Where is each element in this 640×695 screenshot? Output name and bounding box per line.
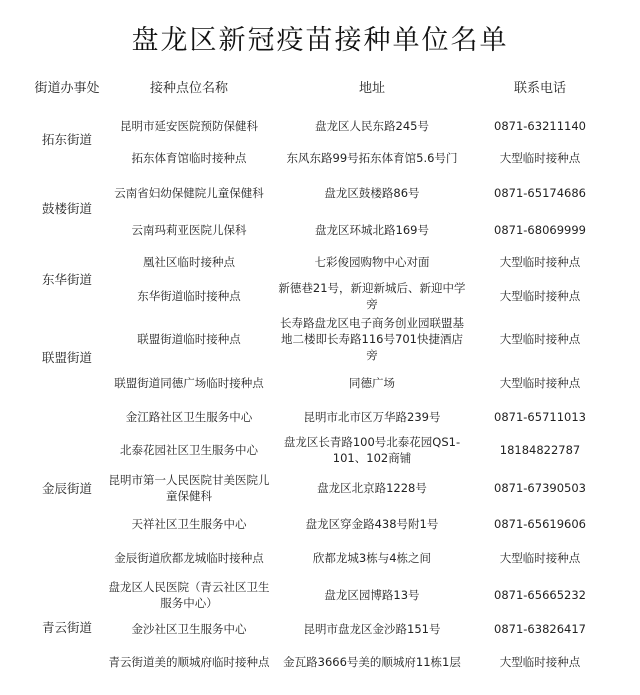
cell-address: 盘龙区人民东路245号 (315, 119, 429, 133)
cell-phone: 0871-65174686 (494, 186, 586, 200)
table-row (30, 432, 610, 468)
header-street: 街道办事处 (34, 81, 100, 96)
cell-phone: 18184822787 (499, 443, 581, 457)
table-row (30, 508, 610, 540)
cell-site: 昆明市延安医院预防保健科 (120, 119, 258, 133)
cell-site: 昆明市第一人民医院甘美医院儿童保健科 (108, 473, 270, 503)
table-row (30, 540, 610, 576)
cell-street: 拓东街道 (41, 132, 92, 147)
table-row (30, 314, 610, 364)
cell-site: 青云街道美的顺城府临时接种点 (108, 655, 270, 669)
cell-site: 盘龙区人民医院（青云社区卫生服务中心） (108, 580, 270, 610)
cell-phone: 大型临时接种点 (499, 255, 581, 269)
cell-address: 七彩俊园购物中心对面 (314, 255, 430, 269)
table-row (30, 468, 610, 508)
cell-address: 欣都龙城3栋与4栋之间 (312, 551, 432, 565)
cell-address: 盘龙区园博路13号 (324, 588, 420, 602)
cell-street: 联盟街道 (41, 350, 92, 365)
table-row (30, 576, 610, 614)
cell-phone: 0871-65665232 (494, 588, 586, 602)
document-title: 盘龙区新冠疫苗接种单位名单 (131, 25, 509, 56)
header-address: 地址 (358, 81, 385, 96)
cell-phone: 0871-63211140 (494, 119, 586, 133)
table-row (30, 108, 610, 144)
cell-site: 天祥社区卫生服务中心 (131, 517, 247, 531)
cell-phone: 大型临时接种点 (499, 332, 581, 346)
table-row (30, 402, 610, 432)
cell-address: 同德广场 (349, 376, 395, 390)
header-phone: 联系电话 (513, 81, 566, 96)
cell-site: 云南省妇幼保健院儿童保健科 (114, 186, 264, 200)
cell-phone: 0871-65619606 (494, 517, 586, 531)
cell-address: 盘龙区穿金路438号附1号 (305, 517, 439, 531)
table-row (30, 278, 610, 314)
cell-phone: 大型临时接种点 (499, 376, 581, 390)
cell-street: 金辰街道 (41, 481, 92, 496)
cell-site: 金沙社区卫生服务中心 (131, 622, 247, 636)
cell-address: 新德巷21号，新迎新城后、新迎中学旁 (278, 281, 466, 311)
cell-site: 凰社区临时接种点 (143, 255, 235, 269)
cell-address: 东风东路99号拓东体育馆5.6号门 (286, 151, 458, 165)
cell-street: 鼓楼街道 (41, 201, 92, 216)
table-row (30, 172, 610, 214)
cell-address: 昆明市北市区万华路239号 (303, 410, 441, 424)
cell-site: 北泰花园社区卫生服务中心 (120, 443, 258, 457)
cell-phone: 0871-67390503 (494, 481, 586, 495)
table-row (30, 644, 610, 680)
cell-phone: 0871-68069999 (494, 223, 586, 237)
table-header-row (30, 70, 610, 108)
table-row (30, 614, 610, 644)
cell-address: 昆明市盘龙区金沙路151号 (303, 622, 441, 636)
cell-site: 金江路社区卫生服务中心 (125, 410, 253, 424)
cell-address: 盘龙区鼓楼路86号 (324, 186, 420, 200)
table-row (30, 364, 610, 402)
cell-site: 拓东体育馆临时接种点 (131, 151, 247, 165)
cell-phone: 大型临时接种点 (499, 655, 581, 669)
cell-site: 联盟街道临时接种点 (137, 332, 241, 346)
cell-address: 金瓦路3666号美的顺城府11栋1层 (283, 655, 461, 669)
cell-phone: 0871-65711013 (494, 410, 586, 424)
cell-street: 青云街道 (41, 620, 92, 635)
cell-site: 东华街道临时接种点 (137, 289, 241, 303)
cell-street: 东华街道 (41, 272, 92, 287)
cell-address: 盘龙区环城北路169号 (315, 223, 429, 237)
header-site: 接种点位名称 (149, 81, 228, 96)
cell-site: 云南玛莉亚医院儿保科 (131, 223, 247, 237)
cell-site: 金辰街道欣都龙城临时接种点 (114, 551, 264, 565)
cell-phone: 大型临时接种点 (499, 289, 581, 303)
table-row (30, 246, 610, 278)
table-row (30, 144, 610, 172)
table-row (30, 214, 610, 246)
cell-site: 联盟街道同德广场临时接种点 (114, 376, 264, 390)
cell-phone: 0871-63826417 (494, 622, 586, 636)
cell-address: 长寿路盘龙区电子商务创业园联盟基地二楼即长寿路116号701快捷酒店旁 (280, 316, 464, 362)
cell-phone: 大型临时接种点 (499, 551, 581, 565)
cell-address: 盘龙区长青路100号北泰花园QS1-101、102商铺 (283, 435, 461, 465)
cell-address: 盘龙区北京路1228号 (317, 481, 427, 495)
vaccination-sites-table (30, 70, 610, 680)
cell-phone: 大型临时接种点 (499, 151, 581, 165)
